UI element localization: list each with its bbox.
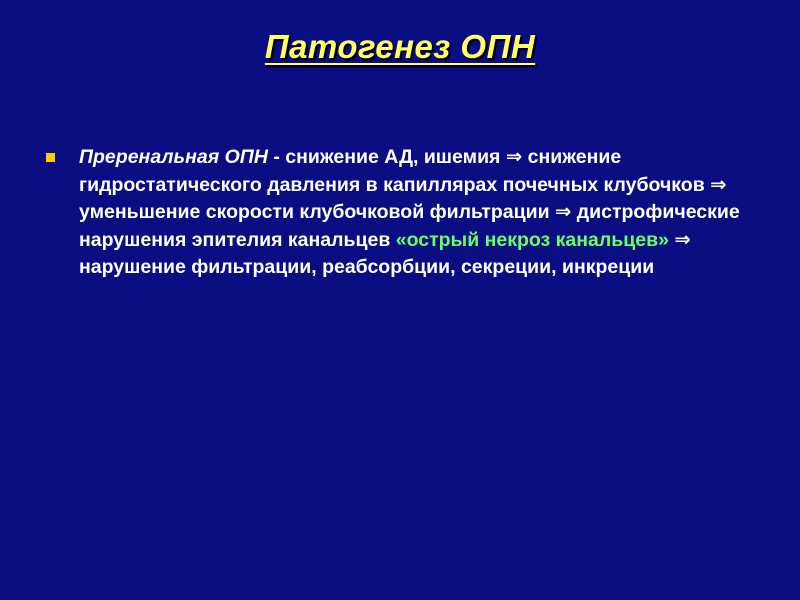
- bullet-text-part-1: - снижение АД, ишемия ⇒ снижение гидростатического давления в капиллярах почечных клубочков ⇒ уменьшение скорости клубочковой фильтрации ⇒ дистрофические нарушения эпителия канальцев: [79, 146, 740, 251]
- bullet-text-part-2: ⇒ нарушение фильтрации, реабсорбции, секреции, инкреции: [79, 228, 691, 278]
- bullet-item: [46, 144, 746, 282]
- lead-term: Преренальная ОПН: [79, 146, 268, 168]
- slide-title: Патогенез ОПН: [264, 28, 536, 65]
- bullet-text: [79, 144, 746, 282]
- highlighted-term: «острый некроз канальцев»: [395, 228, 669, 251]
- square-bullet-icon: [46, 153, 55, 162]
